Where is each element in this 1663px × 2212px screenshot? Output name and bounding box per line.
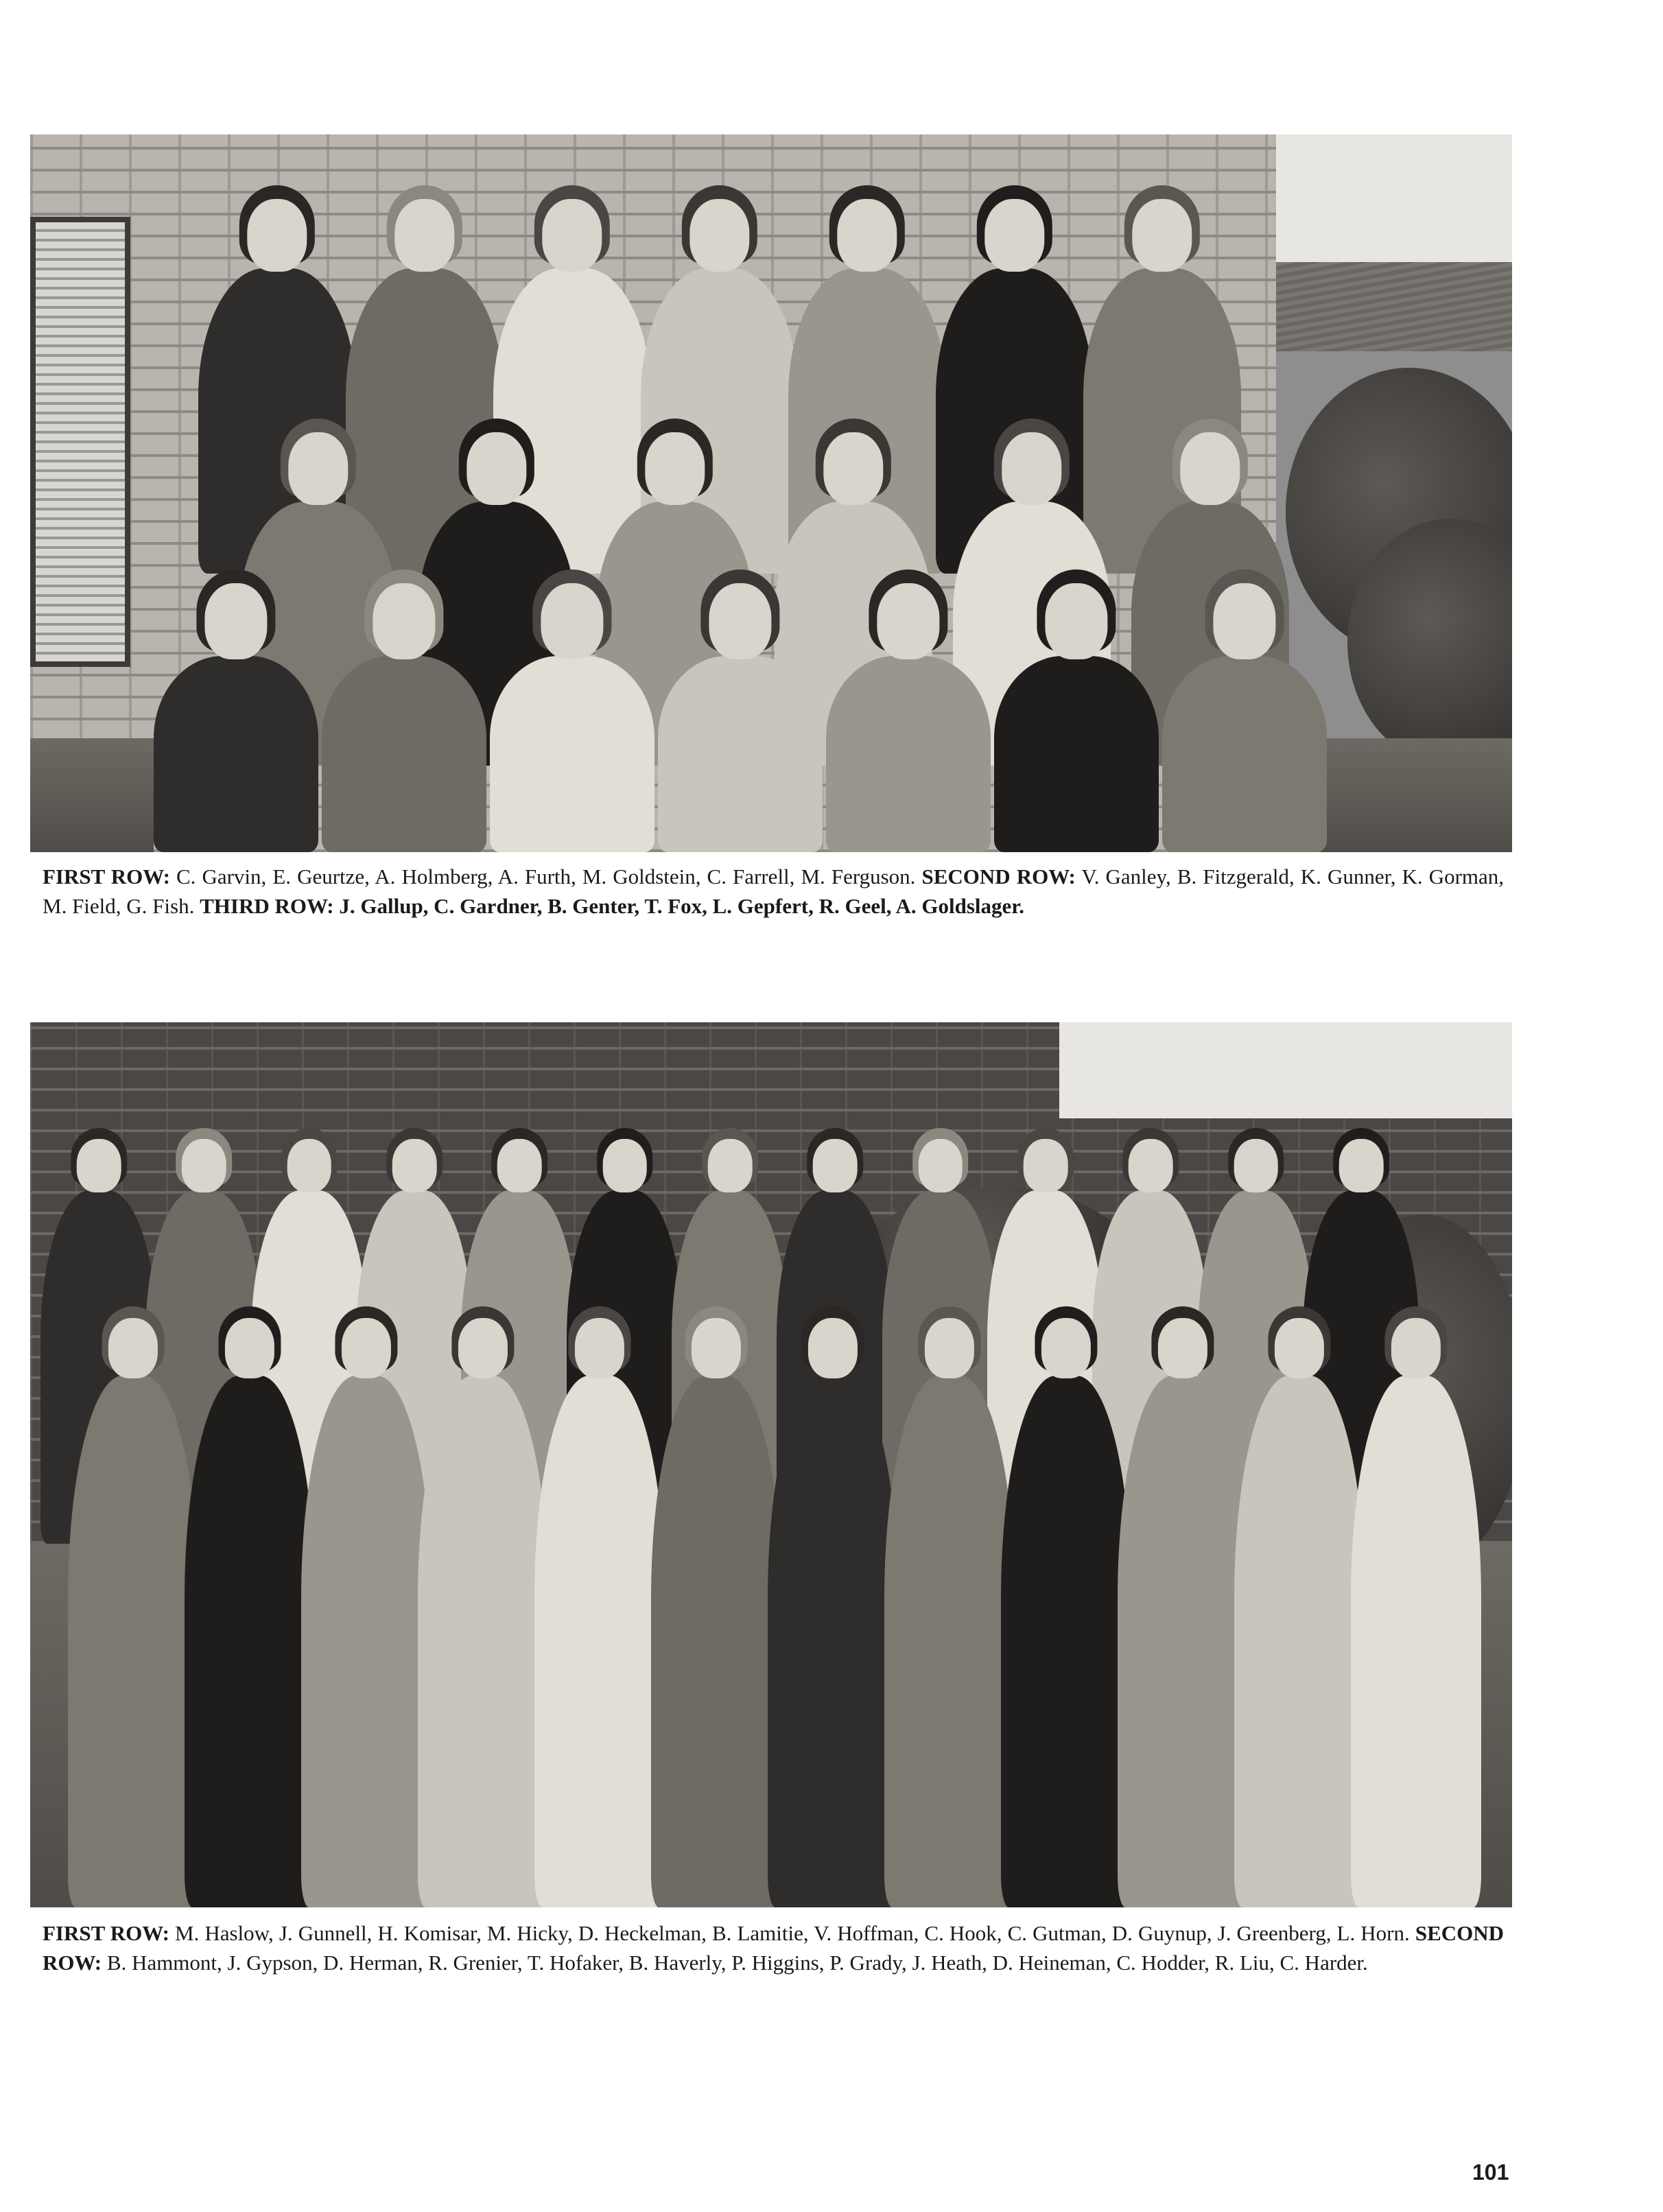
clothing — [1234, 1376, 1365, 1907]
clothing — [826, 656, 991, 852]
face — [709, 583, 771, 659]
student-figure — [1001, 1310, 1131, 1907]
clothing — [534, 1376, 665, 1907]
clothing — [301, 1376, 432, 1907]
caption-row-names: C. Garvin, E. Geurtze, A. Holmberg, A. Furth, M. Goldstein, C. Farrell, M. Ferguson. — [176, 864, 916, 889]
face — [182, 1139, 226, 1192]
clothing — [994, 656, 1159, 852]
caption-row-label: FIRST ROW: — [43, 1921, 169, 1945]
clothing — [154, 656, 318, 852]
sky — [1059, 1022, 1512, 1118]
photo-1-caption — [43, 862, 1504, 921]
student-figure — [322, 574, 486, 852]
clothing — [768, 1376, 898, 1907]
group-photo-2 — [30, 1022, 1512, 1907]
group-photo-1 — [30, 134, 1512, 852]
clothing — [68, 1376, 198, 1907]
face — [1158, 1318, 1207, 1378]
face — [692, 1318, 741, 1378]
student-figure — [651, 1310, 781, 1907]
clothing — [1001, 1376, 1131, 1907]
page-number: 101 — [1472, 2160, 1509, 2185]
face — [645, 432, 705, 505]
face — [108, 1318, 158, 1378]
face — [342, 1318, 391, 1378]
face — [458, 1318, 508, 1378]
clothing — [185, 1376, 315, 1907]
clothing — [418, 1376, 548, 1907]
window-blinds — [30, 217, 130, 667]
student-figure — [884, 1310, 1015, 1907]
face — [1339, 1139, 1384, 1192]
face — [823, 432, 883, 505]
face — [392, 1139, 437, 1192]
caption-row-label: FIRST ROW: — [43, 864, 170, 889]
clothing — [1351, 1376, 1481, 1907]
caption-row-label: SECOND ROW: — [921, 864, 1076, 889]
student-figure — [301, 1310, 432, 1907]
face — [984, 199, 1044, 272]
face — [1002, 432, 1061, 505]
student-figure — [1351, 1310, 1481, 1907]
caption-row-names: M. Haslow, J. Gunnell, H. Komisar, M. Hicky, D. Heckelman, B. Lamitie, V. Hoffman, C. Hook, C. Gutman, D. Guynup, J. Greenberg, L. Horn. — [174, 1921, 1410, 1945]
face — [1275, 1318, 1324, 1378]
face — [877, 583, 939, 659]
face — [1132, 199, 1192, 272]
student-figure — [994, 574, 1159, 852]
lawn — [30, 738, 154, 852]
face — [542, 199, 602, 272]
clothing — [490, 656, 654, 852]
student-figure — [418, 1310, 548, 1907]
face — [837, 199, 897, 272]
face — [925, 1318, 974, 1378]
student-figure — [68, 1310, 198, 1907]
student-figure — [658, 574, 823, 852]
student-figure — [1118, 1310, 1248, 1907]
student-figure — [1234, 1310, 1365, 1907]
clothing — [1162, 656, 1327, 852]
photo-2-caption — [43, 1918, 1504, 1977]
student-figure — [768, 1310, 898, 1907]
face — [1213, 583, 1275, 659]
face — [541, 583, 603, 659]
face — [394, 199, 454, 272]
face — [1041, 1318, 1091, 1378]
face — [813, 1139, 858, 1192]
clothing — [884, 1376, 1015, 1907]
face — [225, 1318, 274, 1378]
building-roof — [1276, 262, 1512, 351]
caption-row-names: V. Ganley, B. Fitzgerald, K. Gunner, K. Gorman, M. Field, G. Fish. — [43, 864, 1505, 918]
sky — [1276, 134, 1512, 265]
clothing — [651, 1376, 781, 1907]
student-figure — [154, 574, 318, 852]
student-figure — [826, 574, 991, 852]
caption-row-names: B. Hammont, J. Gypson, D. Herman, R. Grenier, T. Hofaker, B. Haverly, P. Higgins, P. Grady, J. Heath, D. Heineman, C. Hodder, R. Liu, C. Harder. — [106, 1951, 1368, 1975]
face — [1234, 1139, 1278, 1192]
caption-row-label: SECOND ROW: — [43, 1921, 1505, 1975]
clothing — [1118, 1376, 1248, 1907]
student-figure — [534, 1310, 665, 1907]
face — [708, 1139, 753, 1192]
clothing — [658, 656, 823, 852]
caption-row-names: J. Gallup, C. Gardner, B. Genter, T. Fox, L. Gepfert, R. Geel, A. Goldslager. — [339, 894, 1024, 918]
clothing — [322, 656, 486, 852]
face — [1180, 432, 1240, 505]
face — [918, 1139, 963, 1192]
face — [77, 1139, 121, 1192]
face — [247, 199, 307, 272]
face — [467, 432, 526, 505]
face — [1024, 1139, 1068, 1192]
face — [602, 1139, 647, 1192]
caption-row-label: THIRD ROW: — [200, 894, 334, 918]
face — [288, 432, 348, 505]
face — [575, 1318, 624, 1378]
student-figure — [185, 1310, 315, 1907]
student-figure — [490, 574, 654, 852]
student-figure — [1162, 574, 1327, 852]
face — [373, 583, 435, 659]
face — [204, 583, 267, 659]
face — [1129, 1139, 1173, 1192]
face — [808, 1318, 858, 1378]
face — [1045, 583, 1107, 659]
face — [689, 199, 749, 272]
face — [1391, 1318, 1441, 1378]
face — [497, 1139, 542, 1192]
face — [287, 1139, 331, 1192]
